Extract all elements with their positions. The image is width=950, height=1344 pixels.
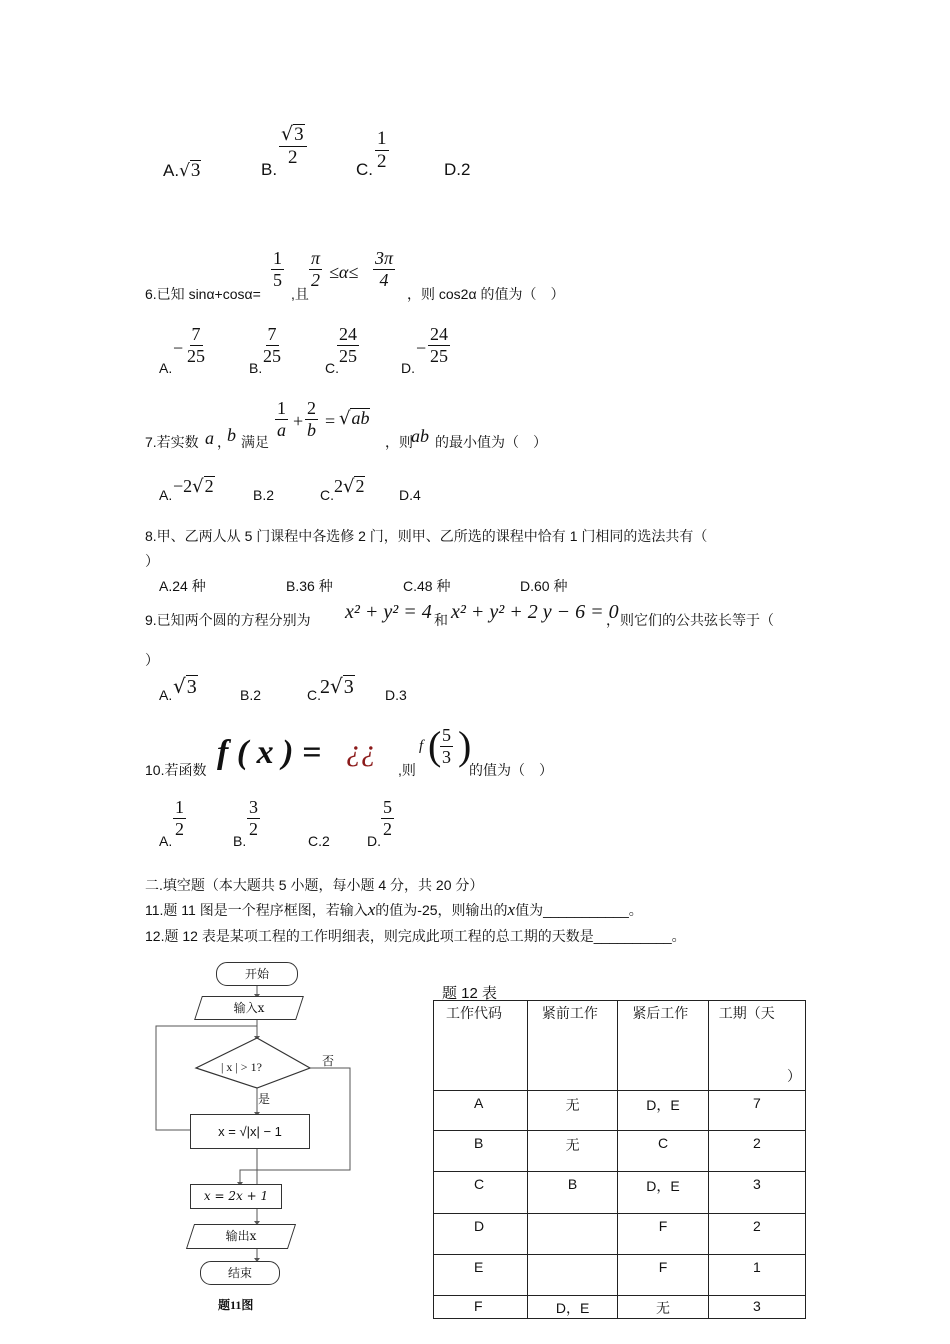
- q10-broken-glyphs: ¿¿: [346, 734, 376, 767]
- table-row: [434, 1091, 806, 1131]
- table12-header-row: [434, 1001, 806, 1091]
- q6-mid: ,且: [291, 286, 309, 302]
- table-cell: D，E: [618, 1091, 708, 1131]
- table-cell: 3: [708, 1172, 805, 1214]
- q9-option-c-value: 2√3: [320, 674, 354, 698]
- q9-equation-2: x² + y² + 2 y − 6 = 0: [451, 601, 619, 623]
- q10-option-b-label: B.: [233, 833, 247, 849]
- q7-prefix: 7.若实数: [145, 434, 199, 450]
- q7-sqrt-ab: √ab: [339, 408, 370, 429]
- table-cell: F: [618, 1214, 708, 1255]
- q12-text: 12.题 12 表是某项工程的工作明细表，则完成此项工程的总工期的天数是__________。: [145, 928, 686, 944]
- table-cell: C: [434, 1172, 528, 1214]
- q6-inequality: ≤α≤: [329, 262, 359, 282]
- q7-equals: =: [325, 411, 336, 431]
- q5-option-c-fraction: $\frac{1}{2}$: [377, 128, 387, 172]
- flowchart-output-label: 输出x: [225, 1229, 257, 1243]
- q6-option-d-minus: −: [416, 338, 427, 358]
- q7-option-a: A.: [159, 487, 173, 503]
- q9-and: 和: [434, 612, 448, 628]
- table-cell: A: [434, 1091, 528, 1131]
- flowchart-assign-2: x = 2x + 1: [190, 1184, 282, 1209]
- q6-option-b-fraction: $\frac{7}{25}$: [263, 324, 281, 366]
- q6-pi-half: $\frac{\pi}{2}$: [311, 248, 321, 290]
- table-cell: F: [434, 1296, 528, 1319]
- q7-fraction-1-a: $\frac{1}{a}$: [277, 398, 286, 440]
- flowchart-caption: 题11图: [218, 1298, 254, 1312]
- q9-option-a-value: √3: [173, 674, 197, 698]
- q10-then: ,则: [398, 762, 416, 778]
- q6-option-b-label: B.: [249, 360, 263, 376]
- table12-header-code: 工作代码: [434, 1001, 528, 1091]
- flowchart-condition: | x | > 1?: [221, 1060, 262, 1074]
- q6-three-pi-quarter: $\frac{3\pi}{4}$: [375, 248, 394, 290]
- table-cell: D，E: [527, 1296, 617, 1319]
- q6-option-a-minus: −: [173, 338, 184, 358]
- q8-line2: ）: [145, 553, 159, 569]
- q10-option-a-fraction: $\frac{1}{2}$: [175, 797, 184, 839]
- section2-heading: 二.填空题（本大题共 5 小题，每小题 4 分，共 20 分）: [145, 877, 484, 893]
- q11-mid: 的值为-25，则输出的: [375, 902, 508, 918]
- q10-argument-fraction: $\frac{5}{3}$: [442, 725, 451, 767]
- q10-option-d-fraction: $\frac{5}{2}$: [383, 797, 392, 839]
- q6-option-d-label: D.: [401, 360, 415, 376]
- table-cell: C: [618, 1131, 708, 1172]
- q7-fraction-2-b: $\frac{2}{b}$: [307, 398, 316, 440]
- flowchart-input: [194, 996, 304, 1020]
- q9-equation-1: x² + y² = 4: [345, 601, 432, 623]
- q7-ab: ab: [411, 426, 429, 446]
- q5-option-c-label: C.: [356, 160, 373, 179]
- q10-f: f: [419, 738, 424, 754]
- table-cell: B: [434, 1131, 528, 1172]
- flowchart-output: [186, 1224, 296, 1249]
- q6-option-d-fraction: $\frac{24}{25}$: [430, 324, 448, 366]
- q8-option-c: C.48 种: [403, 578, 451, 594]
- q7-option-a-value: −2√2: [173, 476, 214, 497]
- q8-line1: 8.甲、乙两人从 5 门课程中各选修 2 门，则甲、乙所选的课程中恰有 1 门相同的选法共有（: [145, 528, 708, 544]
- q8-option-d: D.60 种: [520, 578, 568, 594]
- q7-comma: ，: [217, 434, 231, 450]
- flowchart-start: 开始: [216, 962, 298, 986]
- table12-header-pre: 紧前工作: [527, 1001, 617, 1091]
- table12-header-post: 紧后工作: [618, 1001, 708, 1091]
- q6-option-a-fraction: $\frac{7}{25}$: [187, 324, 205, 366]
- q10-option-b-fraction: $\frac{3}{2}$: [249, 797, 258, 839]
- q10-option-d-label: D.: [367, 833, 381, 849]
- flowchart-assign-1: x = √|x| − 1: [190, 1114, 310, 1149]
- table-cell: 无: [527, 1131, 617, 1172]
- q7-mid: 满足: [241, 434, 269, 450]
- q11-prefix: 11.题 11 图是一个程序框图，若输入: [145, 902, 368, 918]
- q6-prefix: 6.已知 sinα+cosα=: [145, 286, 261, 302]
- q10-right-paren: ): [458, 723, 472, 768]
- q9-option-a-label: A.: [159, 687, 173, 703]
- table-cell: [527, 1255, 617, 1296]
- table-cell: B: [527, 1172, 617, 1214]
- q6-value-fraction: $\frac{1}{5}$: [273, 248, 282, 290]
- table-cell: 无: [618, 1296, 708, 1319]
- q5-option-b-label: B.: [261, 160, 278, 179]
- table-cell: 1: [708, 1255, 805, 1296]
- q8-option-a: A.24 种: [159, 578, 206, 594]
- q10-suffix: 的值为（ ）: [469, 762, 553, 778]
- q5-option-b-fraction: $\frac{√3}{2}$: [279, 124, 307, 169]
- q10-option-a-label: A.: [159, 833, 173, 849]
- q7-option-c-value: 2√2: [334, 476, 365, 497]
- table-cell: 7: [708, 1091, 805, 1131]
- q11-var-x: x: [367, 900, 376, 919]
- q7-then: ，则: [385, 434, 413, 450]
- table-cell: F: [618, 1255, 708, 1296]
- table-row: [434, 1172, 806, 1214]
- table-row: [434, 1255, 806, 1296]
- q9-line2: ）: [145, 652, 159, 668]
- table12-header-duration: [708, 1001, 805, 1091]
- q7-option-d: D.4: [399, 487, 421, 503]
- q11-text: [145, 900, 643, 920]
- flowchart-no-label: 否: [322, 1054, 335, 1068]
- q6-suffix: ，则 cos2α 的值为（ ）: [407, 286, 565, 302]
- table-cell: 无: [527, 1091, 617, 1131]
- table-cell: [527, 1214, 617, 1255]
- q6-option-c-label: C.: [325, 360, 339, 376]
- flowchart-end: 结束: [200, 1261, 280, 1285]
- q7-var-a: a: [205, 428, 214, 448]
- q7-option-c-label: C.: [320, 487, 334, 503]
- table12: [433, 1000, 806, 1319]
- q6-option-a-label: A.: [159, 360, 173, 376]
- table-row: [434, 1296, 806, 1319]
- q9-option-d: D.3: [385, 687, 407, 703]
- q7-var-b: b: [227, 425, 236, 445]
- q10-function-fx: f ( x ) =: [217, 734, 322, 771]
- q8-option-b: B.36 种: [286, 578, 333, 594]
- table12-header-duration-text: 工期（天: [718, 1005, 775, 1021]
- q7-suffix: 的最小值为（ ）: [435, 434, 547, 450]
- table-cell: 2: [708, 1214, 805, 1255]
- flowchart-input-label: 输入x: [233, 1001, 265, 1015]
- q7-option-b: B.2: [253, 487, 275, 503]
- table-cell: 2: [708, 1131, 805, 1172]
- table-cell: D: [434, 1214, 528, 1255]
- q11-suffix: 值为___________。: [515, 902, 643, 918]
- q10-left-paren: (: [428, 723, 442, 768]
- q11-var-x2: x: [507, 900, 516, 919]
- q6-option-c-fraction: $\frac{24}{25}$: [339, 324, 357, 366]
- table-cell: E: [434, 1255, 528, 1296]
- q10-prefix: 10.若函数: [145, 762, 207, 778]
- table12-caption: 题 12 表: [442, 985, 498, 1002]
- q5-option-d: D.2: [444, 160, 471, 179]
- q7-plus: +: [293, 411, 304, 431]
- table-row: [434, 1214, 806, 1255]
- flowchart-yes-label: 是: [258, 1092, 271, 1106]
- table-row: [434, 1131, 806, 1172]
- q5-option-a: A.√3: [163, 160, 201, 181]
- q9-prefix: 9.已知两个圆的方程分别为: [145, 612, 311, 628]
- q9-option-c-label: C.: [307, 687, 321, 703]
- table-cell: D，E: [618, 1172, 708, 1214]
- q9-option-b: B.2: [240, 687, 262, 703]
- table-cell: 3: [708, 1296, 805, 1319]
- q9-suffix: ，则它们的公共弦长等于（: [606, 612, 774, 628]
- q10-option-c: C.2: [308, 833, 330, 849]
- table12-header-duration-close: ）: [787, 1068, 801, 1084]
